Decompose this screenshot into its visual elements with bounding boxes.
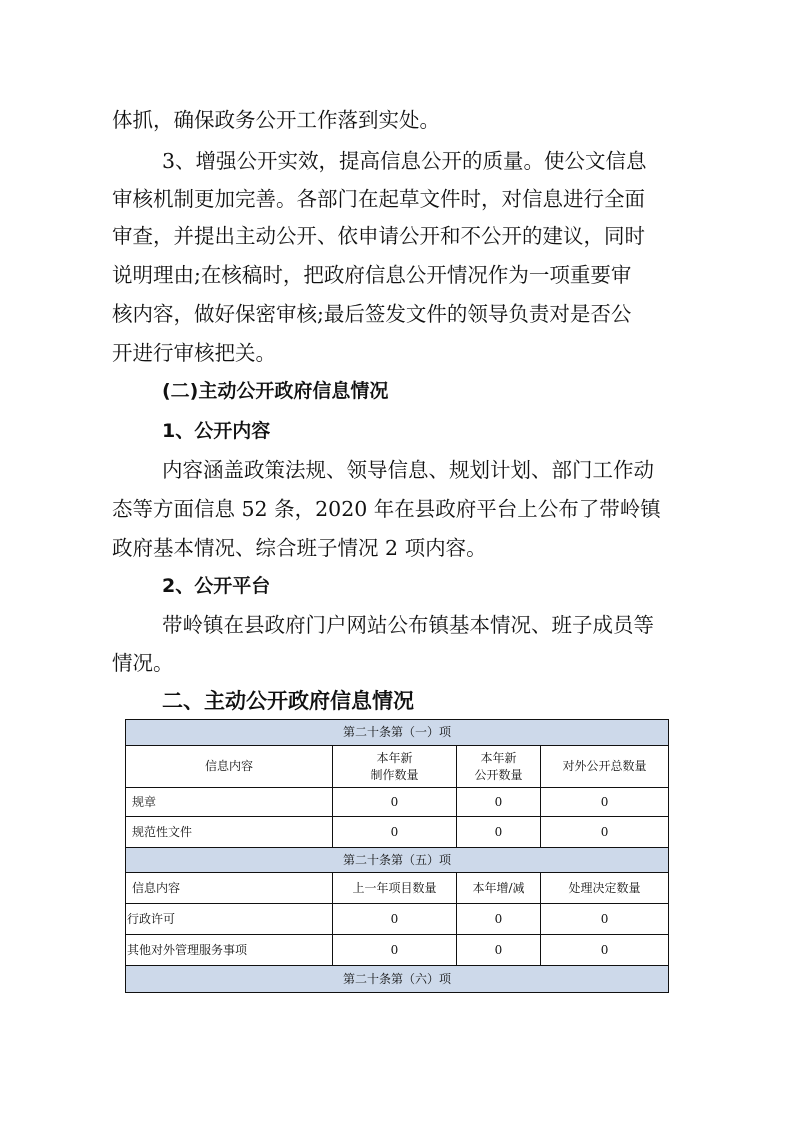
table-row <box>126 788 669 817</box>
paragraph-line: 审查，并提出主动公开、依申请公开和不公开的建议，同时 <box>112 224 645 248</box>
header-cell-line: 公开数量 <box>474 767 523 782</box>
paragraph-line: 情况。 <box>112 651 174 675</box>
paragraph-line: 态等方面信息 52 条，2020 年在县政府平台上公布了带岭镇 <box>112 497 661 521</box>
header-cell-line: 制作数量 <box>370 767 419 782</box>
row-label: 其他对外管理服务事项 <box>126 935 333 966</box>
table-cell: 0 <box>541 935 669 966</box>
table-header-row <box>126 746 669 788</box>
header-cell-line: 本年新 <box>480 750 517 765</box>
table-heading: 二、主动公开政府信息情况 <box>162 689 414 713</box>
paragraph-line: 政府基本情况、综合班子情况 2 项内容。 <box>112 536 487 560</box>
header-cell <box>457 746 541 788</box>
paragraph-line: 3、增强公开实效，提高信息公开的质量。使公文信息 <box>162 149 647 173</box>
table-band-row <box>126 966 669 993</box>
paragraph-line: 核内容，做好保密审核;最后签发文件的领导负责对是否公 <box>112 302 632 326</box>
paragraph-line: 内容涵盖政策法规、领导信息、规划计划、部门工作动 <box>162 458 654 482</box>
paragraph-line: 开进行审核把关。 <box>112 341 276 365</box>
header-cell-line: 本年新 <box>376 750 413 765</box>
header-cell <box>333 746 457 788</box>
row-label: 规范性文件 <box>126 817 333 848</box>
paragraph-line: 体抓，确保政务公开工作落到实处。 <box>112 108 440 132</box>
table-band-label: 第二十条第（六）项 <box>126 966 669 993</box>
paragraph-line: 说明理由;在核稿时，把政府信息公开情况作为一项重要审 <box>112 263 632 287</box>
table-cell: 0 <box>333 904 457 935</box>
table-band-row <box>126 848 669 873</box>
table-cell: 0 <box>333 788 457 817</box>
table-cell: 0 <box>457 904 541 935</box>
table-band-label: 第二十条第（五）项 <box>126 848 669 873</box>
table-header-row <box>126 873 669 904</box>
section-heading: (二)主动公开政府信息情况 <box>162 380 389 402</box>
table-cell: 0 <box>541 788 669 817</box>
header-cell: 处理决定数量 <box>541 873 669 904</box>
paragraph-line: 带岭镇在县政府门户网站公布镇基本情况、班子成员等 <box>162 613 654 637</box>
table-cell: 0 <box>541 817 669 848</box>
table-cell: 0 <box>541 904 669 935</box>
header-cell: 本年增/减 <box>457 873 541 904</box>
paragraph-line: 审核机制更加完善。各部门在起草文件时，对信息进行全面 <box>112 187 645 211</box>
table-cell: 0 <box>457 935 541 966</box>
table-band-label: 第二十条第（一）项 <box>126 720 669 746</box>
row-label: 规章 <box>126 788 333 817</box>
table-cell: 0 <box>457 817 541 848</box>
subsection-heading: 2、公开平台 <box>162 575 271 597</box>
table-band-row <box>126 720 669 746</box>
table-row <box>126 904 669 935</box>
table-row <box>126 817 669 848</box>
header-cell: 信息内容 <box>126 746 333 788</box>
table-row <box>126 935 669 966</box>
header-cell: 信息内容 <box>126 873 333 904</box>
header-cell: 上一年项目数量 <box>333 873 457 904</box>
row-label: 行政许可 <box>126 904 333 935</box>
table-cell: 0 <box>457 788 541 817</box>
table-cell: 0 <box>333 935 457 966</box>
table-cell: 0 <box>333 817 457 848</box>
disclosure-table <box>125 719 669 993</box>
header-cell: 对外公开总数量 <box>541 746 669 788</box>
subsection-heading: 1、公开内容 <box>162 420 271 442</box>
